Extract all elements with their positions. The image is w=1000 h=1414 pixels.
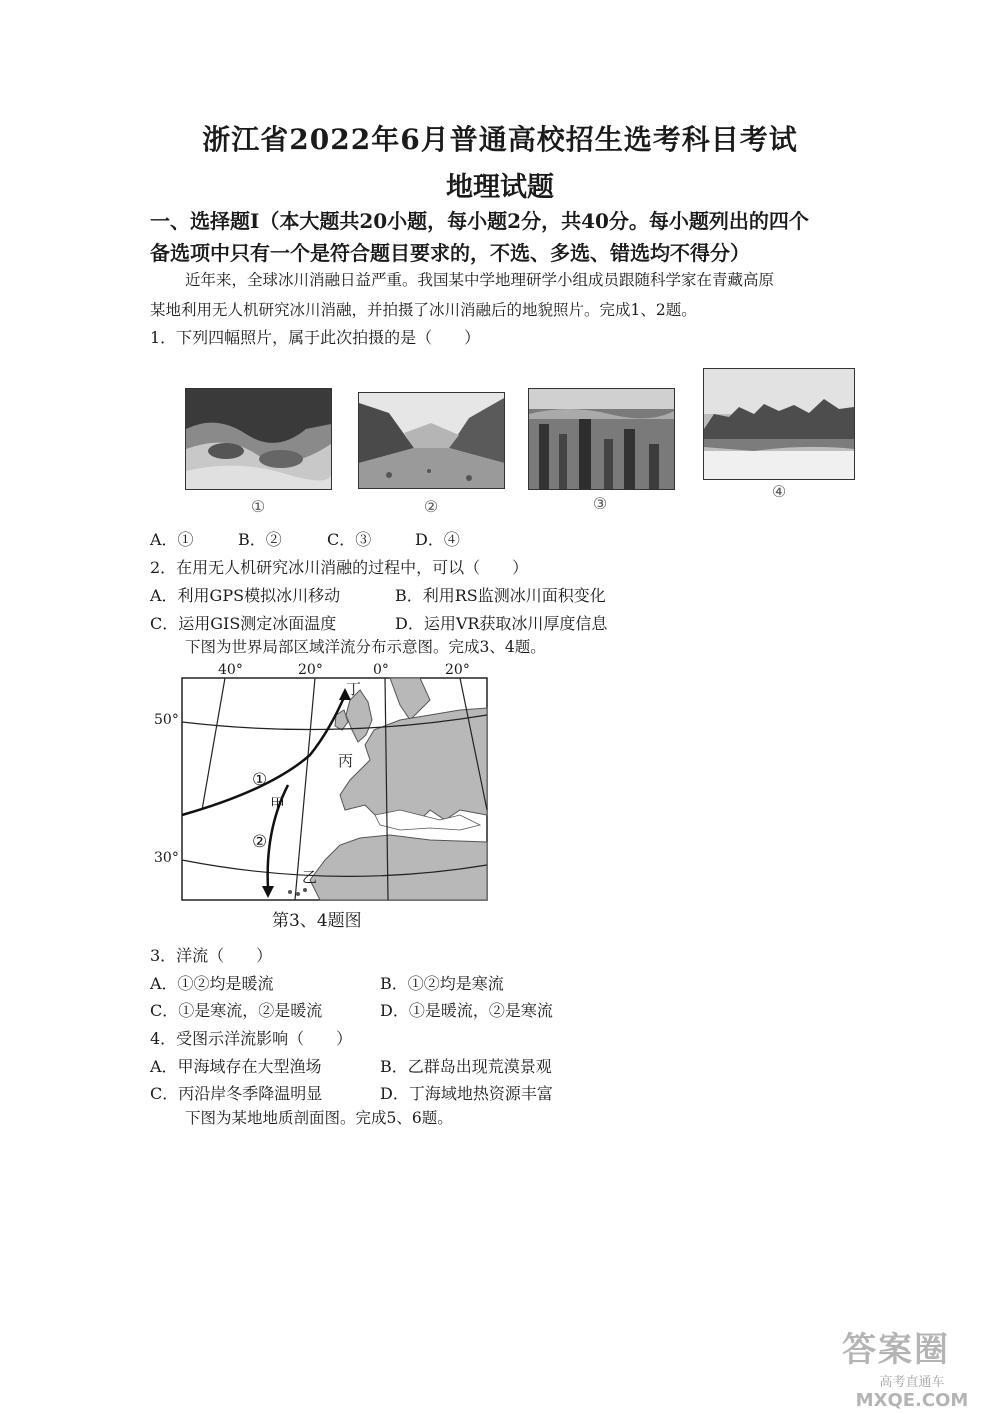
place-label-yi: 乙 bbox=[302, 868, 318, 886]
section-heading bbox=[150, 205, 870, 269]
place-label-ding: 丁 bbox=[346, 680, 362, 698]
intro3: 下图为某地地质剖面图。完成5、6题。 bbox=[185, 1109, 453, 1127]
q1-stem: 1．下列四幅照片，属于此次拍摄的是（ ） bbox=[150, 328, 481, 347]
q1-option-c[interactable]: C．③ bbox=[327, 530, 372, 549]
q3-option-c[interactable]: C．①是寒流，②是暖流 bbox=[150, 1001, 323, 1020]
q2-option-b[interactable]: B．利用RS监测冰川面积变化 bbox=[395, 586, 606, 605]
intro1-line1: 近年来，全球冰川消融日益严重。我国某中学地理研学小组成员跟随科学家在青藏高原 bbox=[185, 271, 775, 289]
q4-option-d[interactable]: D．丁海域地热资源丰富 bbox=[380, 1084, 553, 1103]
lon-label-20e: 20° bbox=[445, 662, 470, 678]
photo-3-label: ③ bbox=[592, 494, 608, 513]
photo-3[interactable] bbox=[528, 388, 675, 490]
section-heading-line1: 一、选择题Ⅰ（本大题共20小题，每小题2分，共40分。每小题列出的四个 bbox=[150, 209, 809, 233]
photo-1[interactable] bbox=[185, 388, 332, 490]
q1-option-d[interactable]: D．④ bbox=[415, 530, 460, 549]
q2-option-c[interactable]: C．运用GIS测定冰面温度 bbox=[150, 614, 337, 633]
photo-1-label: ① bbox=[250, 497, 266, 516]
lon-label-0: 0° bbox=[373, 662, 389, 678]
q1-option-b[interactable]: B．② bbox=[238, 530, 282, 549]
photo-4-label: ④ bbox=[771, 482, 787, 501]
lon-label-20w: 20° bbox=[298, 662, 323, 678]
q3-option-b[interactable]: B．①②均是寒流 bbox=[380, 974, 504, 993]
intro2: 下图为世界局部区域洋流分布示意图。完成3、4题。 bbox=[185, 638, 546, 656]
q2-stem: 2．在用无人机研究冰川消融的过程中，可以（ ） bbox=[150, 558, 529, 577]
q1-option-a[interactable]: A．① bbox=[150, 530, 194, 549]
q4-stem: 4．受图示洋流影响（ ） bbox=[150, 1029, 353, 1048]
exam-subtitle: 地理试题 bbox=[446, 172, 554, 203]
watermark-line1: 高考直通车 bbox=[879, 1375, 945, 1390]
q2-option-d[interactable]: D．运用VR获取冰川厚度信息 bbox=[395, 614, 608, 633]
map-caption: 第3、4题图 bbox=[272, 911, 362, 931]
q3-option-d[interactable]: D．①是暖流，②是寒流 bbox=[380, 1001, 553, 1020]
place-label-jia: 甲 bbox=[270, 795, 286, 813]
current-label-1: ① bbox=[252, 770, 268, 790]
lat-label-50: 50° bbox=[154, 712, 179, 728]
q2-option-a[interactable]: A．利用GPS模拟冰川移动 bbox=[150, 586, 341, 605]
watermark bbox=[842, 1322, 982, 1411]
q4-option-c[interactable]: C．丙沿岸冬季降温明显 bbox=[150, 1084, 323, 1103]
ocean-current-map bbox=[154, 660, 500, 931]
watermark-line2: MXQE.COM bbox=[855, 1390, 969, 1411]
photo-2-image bbox=[359, 393, 504, 488]
lon-label-40: 40° bbox=[218, 662, 243, 678]
photo-4[interactable] bbox=[703, 368, 855, 480]
q3-option-a[interactable]: A．①②均是暖流 bbox=[150, 974, 274, 993]
exam-title: 浙江省2022年6月普通高校招生选考科目考试 bbox=[202, 123, 798, 156]
photo-2[interactable] bbox=[358, 392, 505, 489]
lat-label-30: 30° bbox=[154, 850, 179, 866]
q3-stem: 3．洋流（ ） bbox=[150, 946, 273, 965]
photo-1-image bbox=[186, 389, 331, 489]
photo-4-image bbox=[704, 369, 854, 479]
photo-2-label: ② bbox=[423, 497, 439, 516]
ocean-current-map-svg bbox=[160, 660, 500, 930]
q4-option-b[interactable]: B．乙群岛出现荒漠景观 bbox=[380, 1057, 552, 1076]
place-label-bing: 丙 bbox=[338, 752, 354, 770]
section-heading-line2: 备选项中只有一个是符合题目要求的，不选、多选、错选均不得分） bbox=[150, 241, 750, 265]
watermark-logo: 答案圈 bbox=[842, 1330, 950, 1370]
photo-3-image bbox=[529, 389, 674, 489]
intro1-line2: 某地利用无人机研究冰川消融，并拍摄了冰川消融后的地貌照片。完成1、2题。 bbox=[150, 301, 697, 319]
q4-option-a[interactable]: A．甲海域存在大型渔场 bbox=[150, 1057, 322, 1076]
current-label-2: ② bbox=[252, 832, 268, 852]
